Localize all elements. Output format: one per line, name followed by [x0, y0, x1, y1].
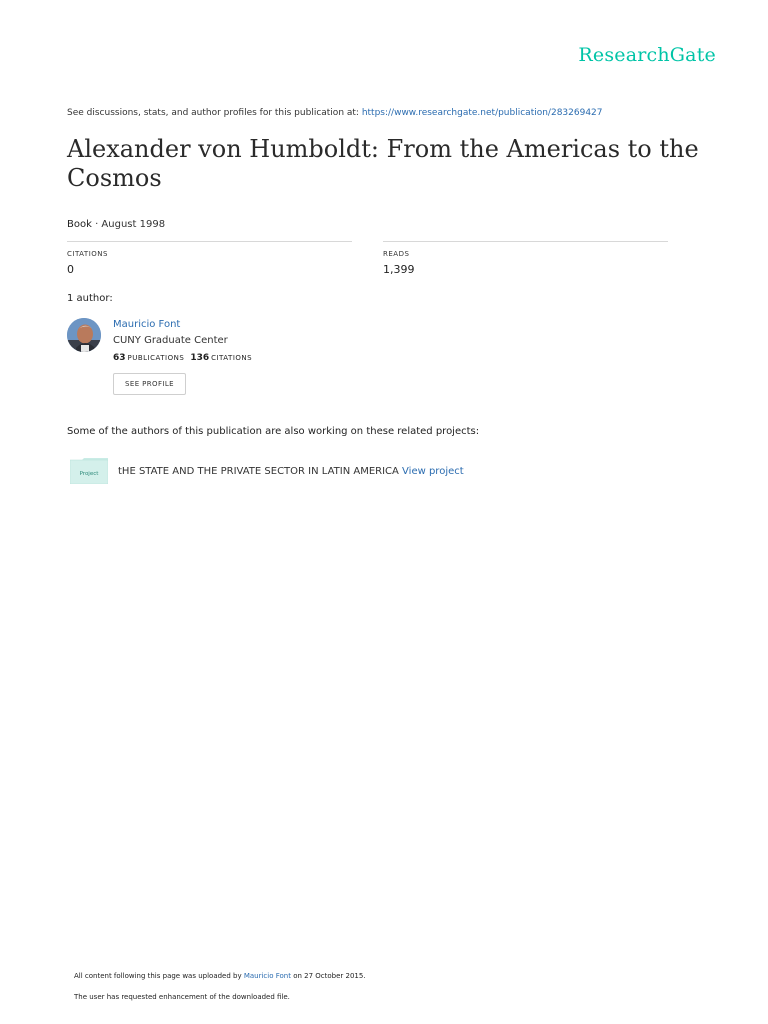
view-project-link[interactable]: View project — [402, 466, 464, 477]
avatar[interactable] — [67, 318, 101, 352]
upload-notice — [74, 972, 366, 980]
divider-right — [383, 241, 668, 242]
divider-left — [67, 241, 352, 242]
citations-label: CITATIONS — [67, 250, 108, 258]
reads-label: READS — [383, 250, 410, 258]
author-citations-label: CITATIONS — [211, 354, 253, 362]
author-publications-label: PUBLICATIONS — [127, 354, 185, 362]
upload-suffix: on 27 October 2015. — [290, 972, 366, 980]
author-institution: CUNY Graduate Center — [113, 335, 228, 346]
uploader-link[interactable]: Mauricio Font — [243, 972, 291, 980]
folder-icon — [70, 458, 108, 484]
project-title: tHE STATE AND THE PRIVATE SECTOR IN LATIN AMERICA — [118, 466, 403, 477]
citations-value: 0 — [67, 263, 74, 276]
publication-title: Alexander von Humboldt: From the Americas to the Cosmos — [67, 135, 699, 192]
project-item — [118, 466, 464, 477]
upload-prefix: All content following this page was uploaded by — [74, 972, 244, 980]
author-citations-count: 136 — [190, 353, 210, 363]
author-stats — [113, 353, 258, 363]
project-icon-label: Project — [79, 471, 99, 477]
intro-line — [67, 108, 603, 118]
reads-value: 1,399 — [383, 263, 415, 276]
enhancement-note: The user has requested enhancement of the downloaded file. — [74, 993, 290, 1001]
intro-text: See discussions, stats, and author profiles for this publication at: — [67, 108, 362, 118]
publication-url-link[interactable]: https://www.researchgate.net/publication/283269427 — [361, 108, 603, 118]
publication-meta — [67, 219, 165, 230]
author-photo-icon — [67, 318, 101, 352]
author-name-link[interactable]: Mauricio Font — [113, 319, 181, 330]
project-folder-icon — [70, 458, 108, 484]
projects-heading: Some of the authors of this publication are also working on these related projects: — [67, 426, 480, 437]
publication-date: · August 1998 — [91, 219, 166, 230]
authors-heading: 1 author: — [67, 293, 113, 304]
researchgate-logo[interactable]: ResearchGate — [578, 44, 716, 66]
publication-type: Book — [67, 219, 92, 230]
see-profile-button[interactable]: SEE PROFILE — [113, 373, 186, 395]
author-publications-count: 63 — [113, 353, 126, 363]
